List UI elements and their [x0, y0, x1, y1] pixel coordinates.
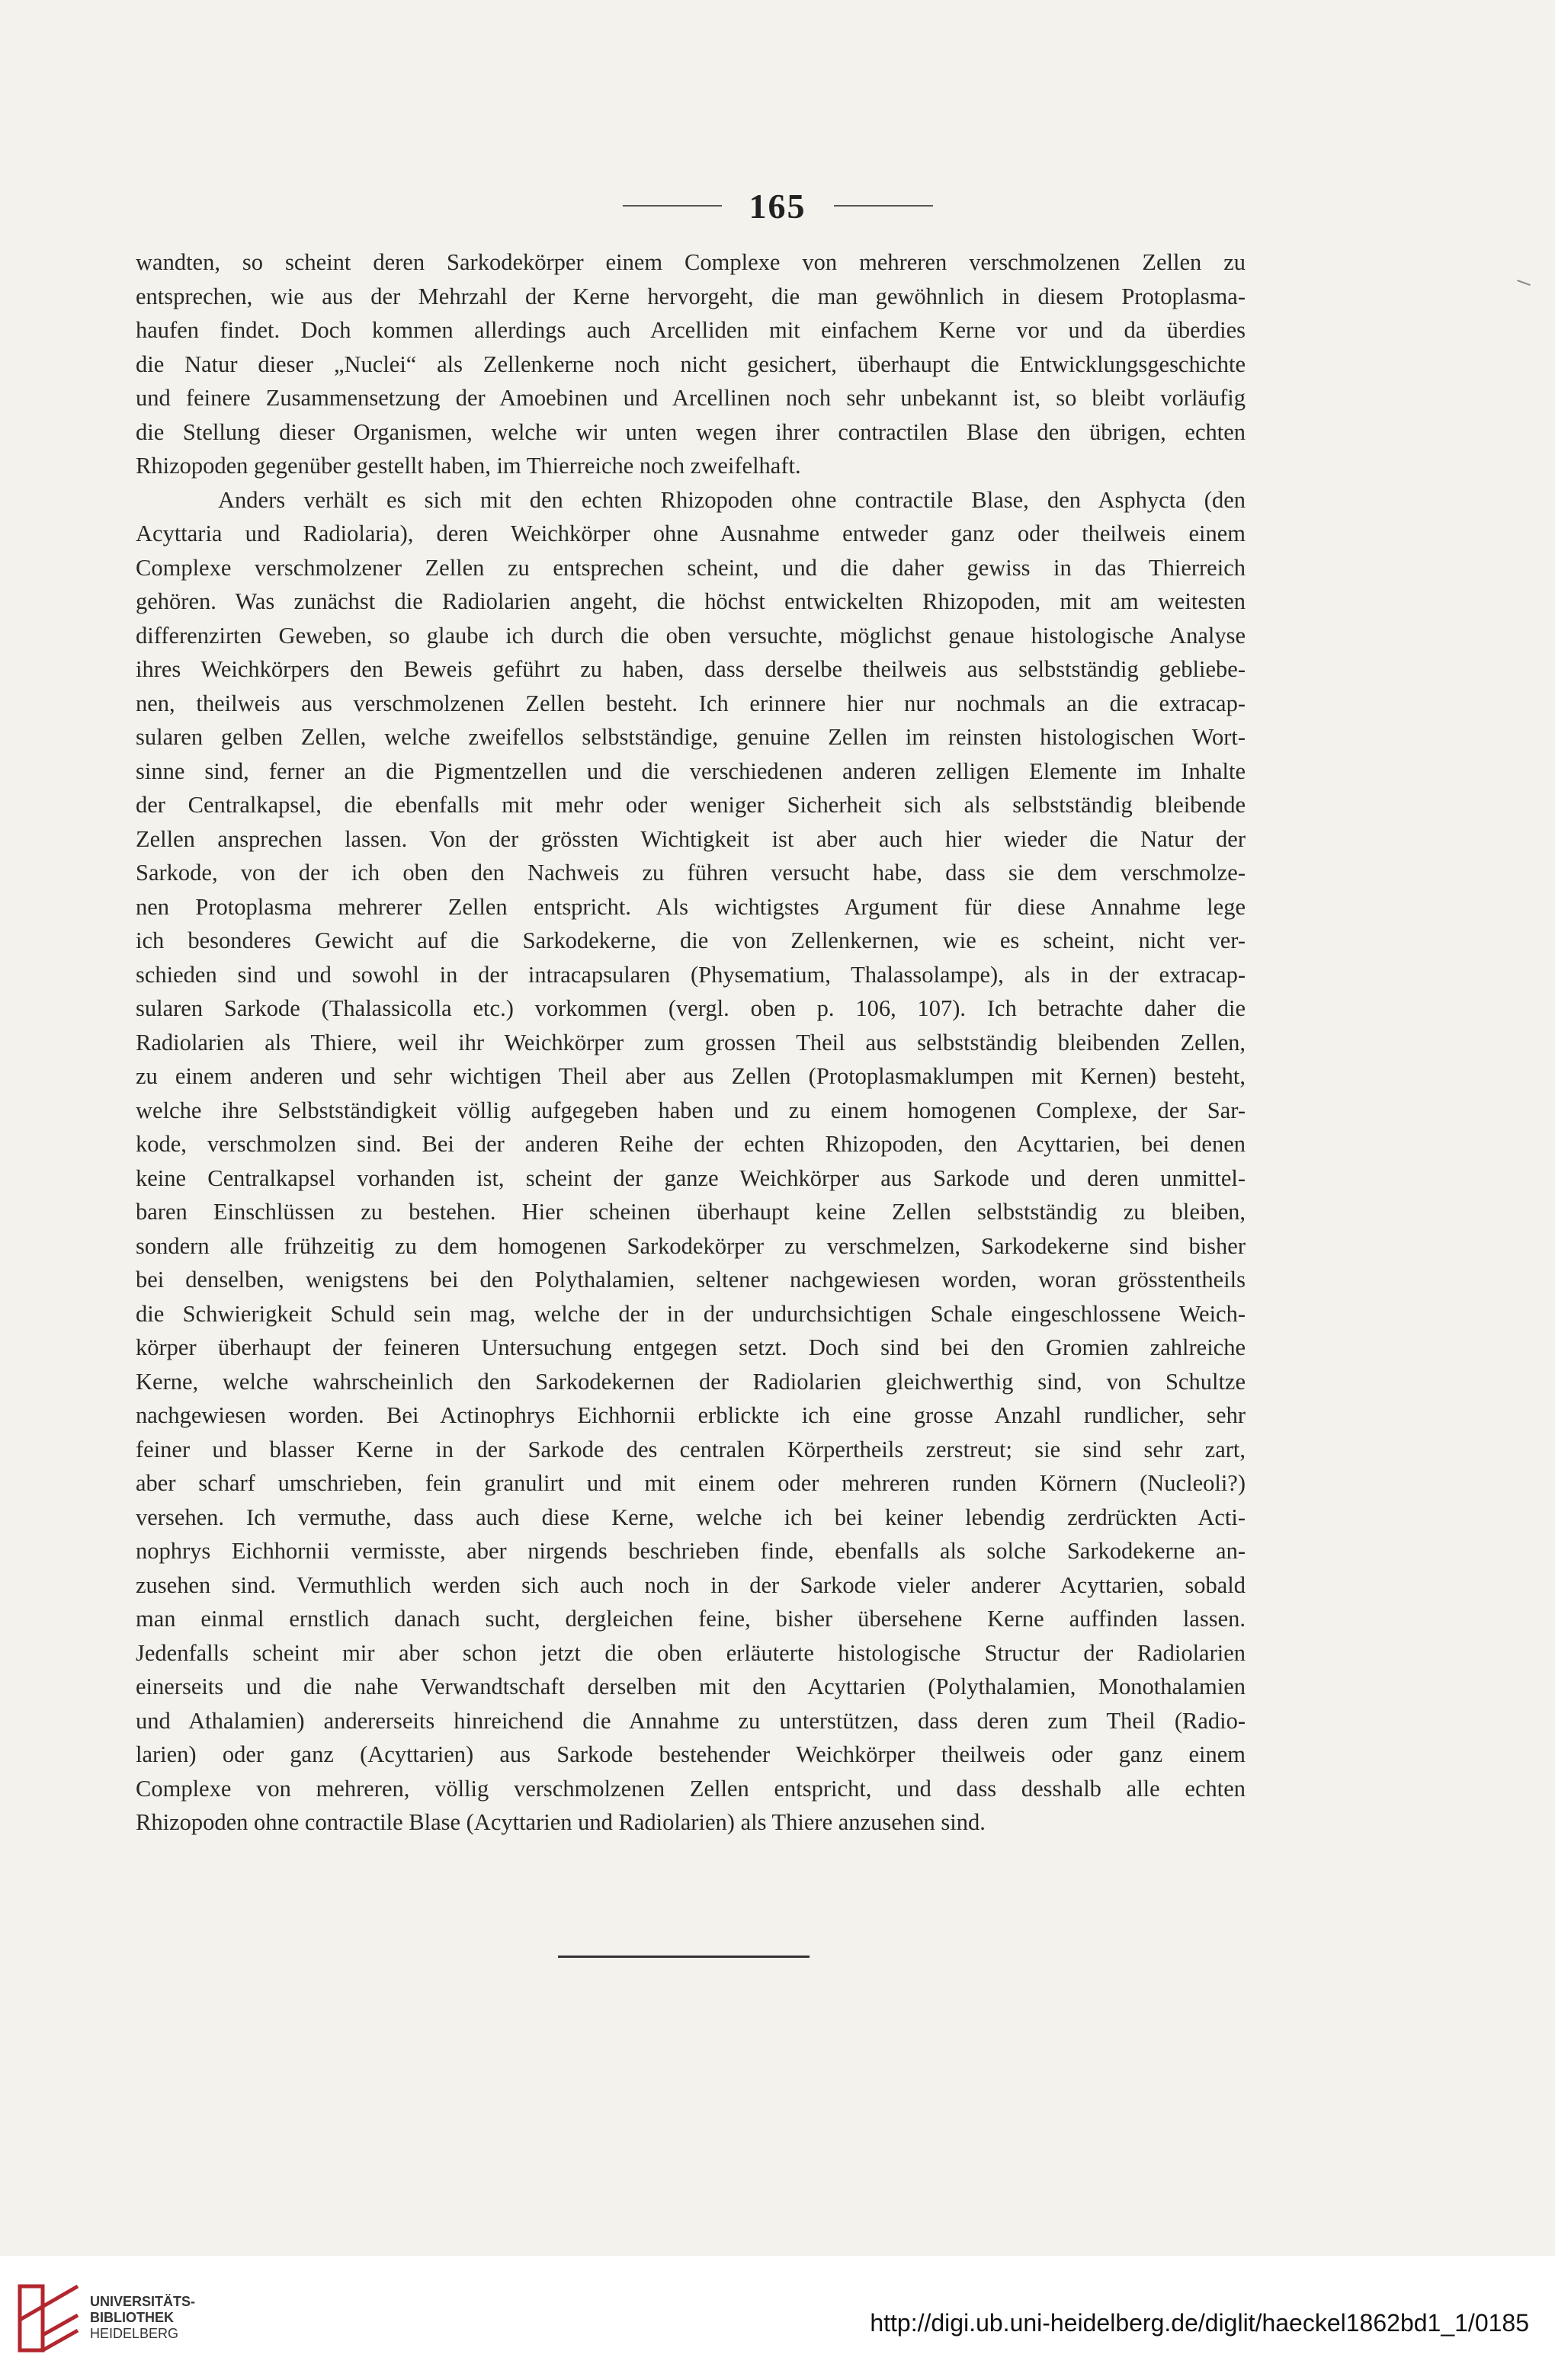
text-line: feiner und blasser Kerne in der Sarkode des centralen Körpertheils zerstreut; sie sind sehr zart,: [136, 1436, 1246, 1462]
text-line: der Centralkapsel, die ebenfalls mit mehr oder weniger Sicherheit sich als selbstständig bleibende: [136, 792, 1246, 818]
text-line: keine Centralkapsel vorhanden ist, scheint der ganze Weichkörper aus Sarkode und deren unmittel-: [136, 1164, 1246, 1191]
text-line: ich besonderes Gewicht auf die Sarkodekerne, die von Zellenkernen, wie es scheint, nicht ver-: [136, 927, 1246, 953]
source-url-link[interactable]: http://digi.ub.uni-heidelberg.de/diglit/haeckel1862bd1_1/0185: [870, 2309, 1529, 2337]
text-line: Complexe von mehreren, völlig verschmolzenen Zellen entspricht, und dass desshalb alle echten: [136, 1775, 1246, 1802]
text-line: nophrys Eichhornii vermisste, aber nirgends beschrieben finde, ebenfalls als solche Sarkodekerne an-: [136, 1538, 1246, 1564]
text-line: die Stellung dieser Organismen, welche wir unten wegen ihrer contractilen Blase den übrigen, echten: [136, 418, 1246, 445]
text-line: Kerne, welche wahrscheinlich den Sarkodekernen der Radiolarien gleichwerthig sind, von Schultze: [136, 1368, 1246, 1395]
header-rule-right: [834, 205, 933, 207]
text-line: sularen gelben Zellen, welche zweifellos selbstständige, genuine Zellen im reinsten histologischen Wort-: [136, 724, 1246, 750]
text-line: aber scharf umschrieben, fein granulirt und mit einem oder mehreren runden Körnern (Nucleoli?): [136, 1470, 1246, 1496]
text-line: larien) oder ganz (Acyttarien) aus Sarkode bestehender Weichkörper theilweis oder ganz einem: [136, 1741, 1246, 1767]
text-line: körper überhaupt der feineren Untersuchung entgegen setzt. Doch sind bei den Gromien zahlreiche: [136, 1334, 1246, 1360]
text-line: bei denselben, wenigstens bei den Polythalamien, seltener nachgewiesen worden, woran grösstentheils: [136, 1267, 1246, 1293]
page-header: [0, 183, 1555, 229]
text-line: die Natur dieser „Nuclei“ als Zellenkerne noch nicht gesichert, überhaupt die Entwicklungsgeschichte: [136, 351, 1246, 377]
library-name-line-3: HEIDELBERG: [90, 2326, 179, 2341]
text-line: wandten, so scheint deren Sarkodekörper einem Complexe von mehreren verschmolzenen Zellen zu: [136, 249, 1246, 275]
text-line: Rhizopoden ohne contractile Blase (Acyttarien und Radiolarien) als Thiere anzusehen sind.: [136, 1809, 986, 1835]
text-line: sinne sind, ferner an die Pigmentzellen und die verschiedenen anderen zelligen Elemente im Inhalte: [136, 758, 1246, 784]
text-line: Radiolarien als Thiere, weil ihr Weichkörper zum grossen Theil aus selbstständig bleibenden Zellen,: [136, 1029, 1246, 1055]
text-line: entsprechen, wie aus der Mehrzahl der Kerne hervorgeht, die man gewöhnlich in diesem Protoplasma-: [136, 283, 1246, 309]
text-line: ihres Weichkörpers den Beweis geführt zu haben, dass derselbe theilweis aus selbstständig gebliebe-: [136, 656, 1246, 682]
text-line: Jedenfalls scheint mir aber schon jetzt die oben erläuterte histologische Structur der Radiolarien: [136, 1639, 1246, 1666]
text-line: zusehen sind. Vermuthlich werden sich auch noch in der Sarkode vieler anderer Acyttarien, sobald: [136, 1571, 1246, 1598]
text-line: nachgewiesen worden. Bei Actinophrys Eichhornii erblickte ich eine grosse Anzahl rundlicher, sehr: [136, 1402, 1246, 1428]
text-line: sondern alle frühzeitig zu dem homogenen Sarkodekörper zu verschmelzen, Sarkodekerne sind bisher: [136, 1232, 1246, 1259]
text-line: zu einem anderen und sehr wichtigen Theil aber aus Zellen (Protoplasmaklumpen mit Kernen) besteht,: [136, 1063, 1246, 1089]
university-library-logo-icon: [17, 2282, 82, 2355]
text-line: Acyttaria und Radiolaria), deren Weichkörper ohne Ausnahme entweder ganz oder theilweis einem: [136, 521, 1246, 546]
text-line: und Athalamien) andererseits hinreichend die Annahme zu unterstützen, dass deren zum Theil (Radio-: [136, 1707, 1246, 1734]
header-rule-left: [623, 205, 722, 207]
library-name-line-2: BIBLIOTHEK: [90, 2310, 174, 2325]
text-line: nen, theilweis aus verschmolzenen Zellen besteht. Ich erinnere hier nur nochmals an die extracap-: [136, 690, 1246, 716]
text-line: kode, verschmolzen sind. Bei der anderen Reihe der echten Rhizopoden, den Acyttarien, bei denen: [136, 1131, 1246, 1157]
text-line: haufen findet. Doch kommen allerdings auch Arcelliden mit einfachem Kerne vor und da überdies: [136, 317, 1246, 343]
text-line: baren Einschlüssen zu bestehen. Hier scheinen überhaupt keine Zellen selbstständig zu bleiben,: [136, 1199, 1246, 1225]
text-line: Sarkode, von der ich oben den Nachweis zu führen versucht habe, dass sie dem verschmolze-: [136, 860, 1246, 886]
text-line: und feinere Zusammensetzung der Amoebinen und Arcellinen noch sehr unbekannt ist, so bleibt vorläufig: [136, 385, 1246, 411]
text-line: die Schwierigkeit Schuld sein mag, welche der in der undurchsichtigen Schale eingeschlossene Weich-: [136, 1300, 1246, 1327]
text-line: Anders verhält es sich mit den echten Rhizopoden ohne contractile Blase, den Asphycta (den: [218, 486, 1246, 513]
text-line: Rhizopoden gegenüber gestellt haben, im Thierreiche noch zweifelhaft.: [136, 453, 801, 479]
text-line: differenzirten Geweben, so glaube ich durch die oben versuchte, möglichst genaue histologische Analyse: [136, 622, 1246, 649]
text-line: sularen Sarkode (Thalassicolla etc.) vorkommen (vergl. oben p. 106, 107). Ich betrachte daher die: [136, 995, 1246, 1021]
library-name: [90, 2294, 195, 2342]
text-line: welche ihre Selbstständigkeit völlig aufgegeben haben und zu einem homogenen Complexe, der Sar-: [136, 1097, 1246, 1123]
library-name-line-1: UNIVERSITÄTS-: [90, 2294, 196, 2309]
text-line: man einmal ernstlich danach sucht, dergleichen feine, bisher übersehene Kerne auffinden lassen.: [136, 1606, 1246, 1632]
text-line: Zellen ansprechen lassen. Von der grössten Wichtigkeit ist aber auch hier wieder die Natur der: [136, 825, 1246, 852]
text-line: gehören. Was zunächst die Radiolarien angeht, die höchst entwickelten Rhizopoden, mit am weitesten: [136, 588, 1246, 614]
text-line: nen Protoplasma mehrerer Zellen entspricht. Als wichtigstes Argument für diese Annahme lege: [136, 893, 1246, 920]
end-rule: [558, 1956, 810, 1958]
body-text: [136, 245, 1246, 1840]
text-line: einerseits und die nahe Verwandtschaft derselben mit den Acyttarien (Polythalamien, Monothalamien: [136, 1674, 1246, 1699]
text-line: versehen. Ich vermuthe, dass auch diese Kerne, welche ich bei keiner lebendig zerdrückten Acti-: [136, 1504, 1246, 1530]
page-number: 165: [749, 186, 806, 226]
text-line: schieden sind und sowohl in der intracapsularen (Physematium, Thalassolampe), als in der extracap-: [136, 961, 1246, 988]
margin-mark: [1517, 280, 1531, 286]
footer-bar: [0, 2256, 1555, 2380]
text-line: Complexe verschmolzener Zellen zu entsprechen scheint, und die daher gewiss in das Thierreich: [136, 554, 1246, 581]
